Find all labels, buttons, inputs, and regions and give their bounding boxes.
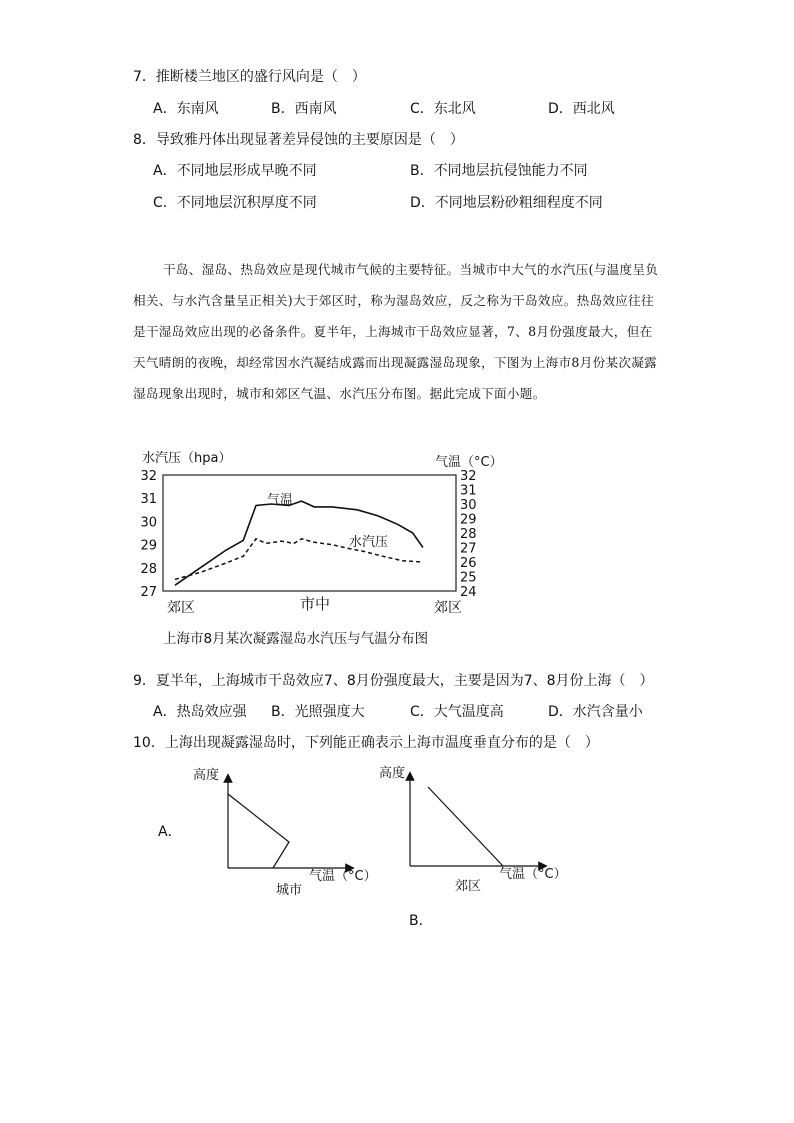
q10-option-a[interactable]: A．: [158, 824, 182, 840]
right-tick-label: 27: [460, 541, 477, 557]
q7-option-a[interactable]: A．东南风: [153, 101, 219, 117]
reading-passage: 干岛、湿岛、热岛效应是现代城市气候的主要特征。当城市中大气的水汽压(与温度呈负相关、与水汽含量呈正相关)大于郊区时，称为湿岛效应，反之称为干岛效应。热岛效应往往是干湿岛效应出现的必备条件。夏半年，上海城市干岛效应显著，7、8月份强度最大，但在天气晴朗的夜晚，却经常因水汽凝结成露而出现凝露湿岛现象，下图为上海市8月份某次凝露湿岛现象出现时，城市和郊区气温、水汽压分布图。据此完成下面小题。: [133, 262, 659, 401]
q9-option-b[interactable]: B．光照强度大: [271, 704, 365, 720]
left-tick-label: 28: [140, 561, 157, 577]
series-label-vapor-pressure: 水汽压: [349, 535, 389, 550]
q10-option-b[interactable]: B．: [409, 913, 433, 929]
q10-diagram-b: [375, 760, 575, 900]
right-tick-label: 24: [460, 585, 477, 600]
chart-right-axis-label: 气温（°C）: [435, 455, 503, 470]
q9-option-d[interactable]: D．水汽含量小: [548, 704, 643, 720]
q8-option-a[interactable]: A．不同地层形成早晚不同: [153, 163, 317, 179]
q8-option-d[interactable]: D．不同地层粉砂粗细程度不同: [410, 195, 603, 211]
q7-stem: 7．推断楼兰地区的盛行风向是（ ）: [133, 69, 366, 85]
q9-option-a[interactable]: A．热岛效应强: [153, 704, 247, 720]
q8-option-c[interactable]: C．不同地层沉积厚度不同: [153, 195, 317, 211]
q9-stem: 9．夏半年，上海城市干岛效应7、8月份强度最大，主要是因为7、8月份上海（ ）: [133, 673, 654, 689]
diagram-b-temperature-profile: [428, 787, 503, 866]
diagram-b-x-label: 气温（°C）: [499, 867, 567, 882]
diagram-a-x-label: 气温（°C）: [309, 869, 377, 884]
q10-diagram-a: [185, 760, 385, 900]
q7-option-d[interactable]: D．西北风: [548, 101, 615, 117]
diagram-a-y-label: 高度: [193, 768, 220, 783]
x-label-city-center: 市中: [300, 595, 331, 613]
left-tick-label: 27: [140, 585, 157, 600]
diagram-a-city-label: 城市: [276, 883, 303, 898]
right-tick-label: 28: [460, 527, 477, 542]
q7-option-c[interactable]: C．东北风: [410, 101, 476, 117]
diagram-a-temperature-profile: [228, 794, 289, 868]
left-tick-label: 30: [140, 515, 157, 531]
left-tick-label: 32: [140, 469, 157, 484]
q8-stem: 8．导致雅丹体出现显著差异侵蚀的主要原因是（ ）: [133, 132, 464, 148]
right-tick-label: 26: [460, 556, 477, 571]
right-tick-label: 31: [460, 483, 477, 499]
right-tick-label: 29: [460, 512, 477, 528]
right-tick-label: 25: [460, 570, 477, 586]
q9-option-c[interactable]: C．大气温度高: [410, 704, 504, 720]
left-tick-label: 31: [140, 492, 157, 508]
diagram-b-suburb-label: 郊区: [455, 879, 482, 894]
x-label-suburb-left: 郊区: [167, 600, 195, 616]
diagram-b-y-label: 高度: [379, 766, 406, 781]
q7-option-b[interactable]: B．西南风: [271, 101, 337, 117]
x-label-suburb-right: 郊区: [434, 600, 462, 616]
q8-option-b[interactable]: B．不同地层抗侵蚀能力不同: [410, 163, 588, 179]
right-tick-label: 32: [460, 469, 477, 484]
chart-left-axis-label: 水汽压（hpa）: [142, 451, 232, 466]
right-tick-label: 30: [460, 498, 477, 513]
left-tick-label: 29: [140, 538, 157, 554]
series-label-temperature: 气温: [267, 493, 294, 508]
vapor-temperature-chart: [130, 445, 510, 655]
q10-stem: 10．上海出现凝露湿岛时，下列能正确表示上海市温度垂直分布的是（ ）: [133, 735, 599, 751]
chart-title: 上海市8月某次凝露湿岛水汽压与气温分布图: [163, 631, 429, 647]
